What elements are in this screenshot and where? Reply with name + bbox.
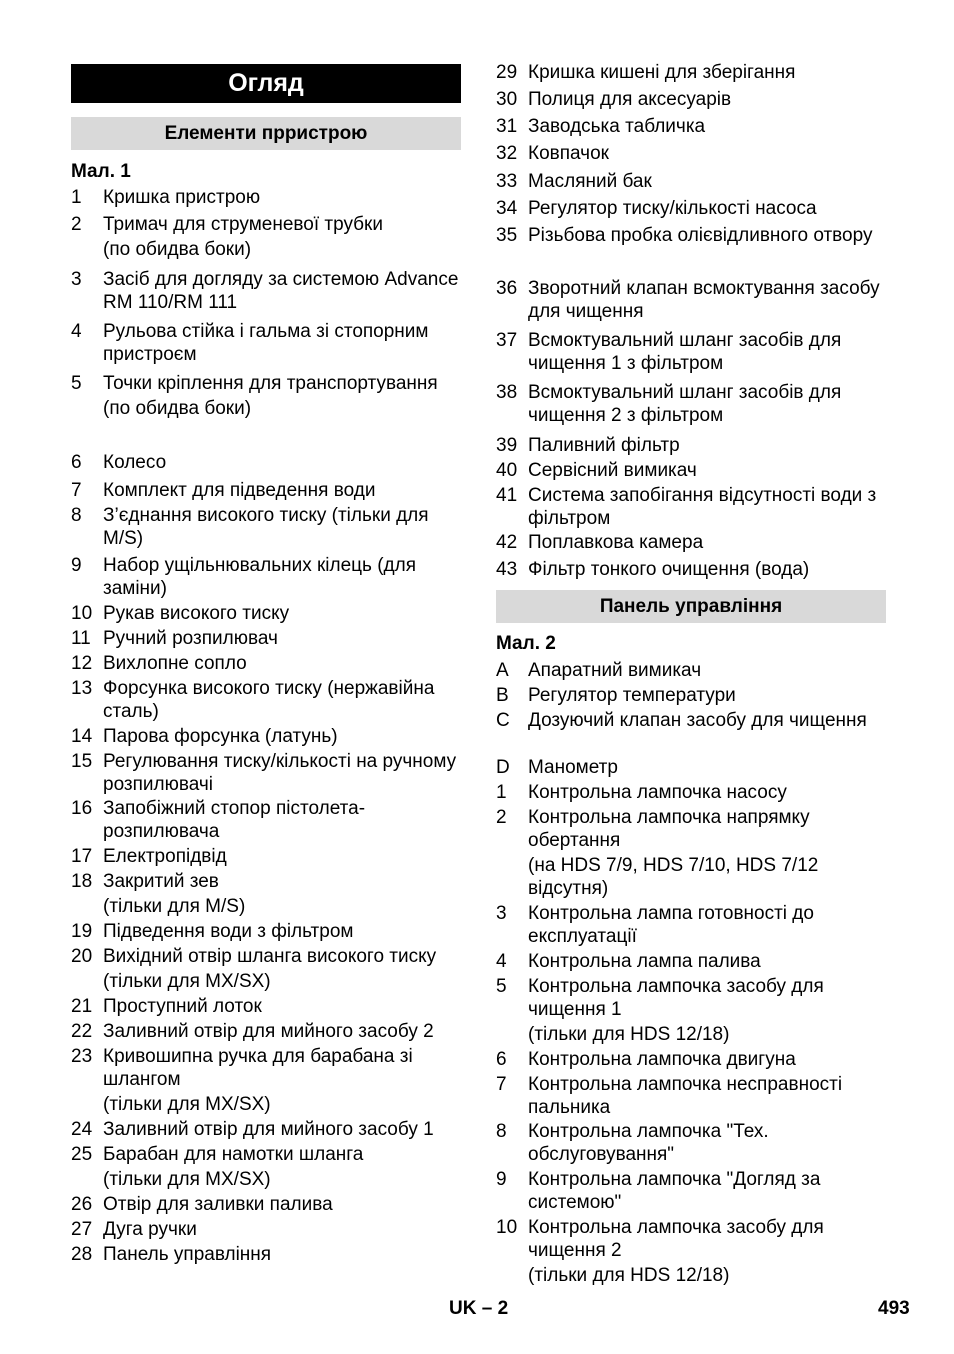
item-text	[103, 1118, 463, 1141]
item-text	[103, 627, 463, 650]
item-text	[103, 945, 463, 993]
item-label: Закритий зев	[103, 871, 219, 892]
item-note: (по обидва боки)	[103, 239, 252, 260]
item-label: Рукав високого тиску	[103, 603, 290, 624]
item-label: Отвір для заливки палива	[103, 1194, 333, 1215]
item-note: (тільки для HDS 12/18)	[528, 1265, 730, 1286]
item-label: Зворотний клапан всмоктування засобу для чищення	[528, 278, 880, 322]
section-heading-device-elements: Елементи прристрою	[71, 117, 461, 150]
item-text	[528, 531, 888, 554]
item-label: Підведення води з фільтром	[103, 921, 354, 942]
item-number: 6	[496, 1049, 507, 1070]
item-note: (тільки для M/S)	[103, 896, 246, 917]
item-text	[528, 1216, 888, 1287]
item-text	[528, 709, 888, 732]
item-label: Кривошипна ручка для барабана зі шлангом	[103, 1046, 413, 1090]
item-text	[103, 451, 463, 474]
item-label: Паливний фільтр	[528, 435, 680, 456]
item-label: Контрольна лампочка напрямку обертання	[528, 807, 810, 851]
section-heading-control-panel: Панель управління	[496, 590, 886, 623]
item-label: Апаратний вимикач	[528, 660, 702, 681]
item-label: Заливний отвір для мийного засобу 1	[103, 1119, 434, 1140]
item-label: Сервісний вимикач	[528, 460, 697, 481]
item-label: Полиця для аксесуарів	[528, 89, 732, 110]
item-label: Заводська табличка	[528, 116, 706, 137]
item-number: 23	[71, 1046, 93, 1067]
item-text	[528, 170, 888, 193]
item-number: 20	[71, 946, 93, 967]
item-label: Ручний розпилювач	[103, 628, 278, 649]
item-label: Барабан для намотки шланга	[103, 1144, 364, 1165]
item-text	[103, 268, 463, 314]
item-number: 7	[496, 1074, 507, 1095]
item-text	[103, 652, 463, 675]
item-text	[103, 213, 463, 261]
item-label: Електропідвід	[103, 846, 227, 867]
item-label: Панель управління	[103, 1244, 272, 1265]
footer-page-number: 493	[878, 1298, 910, 1319]
item-number: 29	[496, 62, 518, 83]
item-note: (по обидва боки)	[103, 398, 252, 419]
item-number: 35	[496, 225, 518, 246]
item-label: Фільтр тонкого очищення (вода)	[528, 559, 810, 580]
item-label: Парова форсунка (латунь)	[103, 726, 338, 747]
item-number: 2	[71, 214, 82, 235]
item-note: (тільки для MX/SX)	[103, 1169, 271, 1190]
item-text	[528, 61, 888, 84]
item-label: Масляний бак	[528, 171, 652, 192]
item-label: Контрольна лампочка засобу для чищення 2	[528, 1217, 824, 1261]
item-number: 16	[71, 798, 93, 819]
item-text	[528, 950, 888, 973]
page-title: Огляд	[71, 64, 461, 103]
item-text	[103, 186, 463, 209]
footer-language-page: UK – 2	[449, 1298, 509, 1319]
item-label: Контрольна лампочка несправності пальника	[528, 1074, 843, 1118]
item-text	[103, 797, 463, 843]
item-text	[528, 434, 888, 457]
item-number: 9	[496, 1169, 507, 1190]
item-label: Регулятор температури	[528, 685, 736, 706]
item-label: Різьбова пробка олієвідливного отвору	[528, 225, 873, 246]
item-number: 38	[496, 382, 518, 403]
item-number: B	[496, 685, 509, 706]
item-number: 6	[71, 452, 82, 473]
item-note: (тільки для MX/SX)	[103, 971, 271, 992]
item-number: 13	[71, 678, 93, 699]
item-label: Контрольна лампа палива	[528, 951, 761, 972]
item-text	[103, 554, 463, 600]
item-label: Комплект для підведення води	[103, 480, 376, 501]
item-number: 26	[71, 1194, 93, 1215]
item-text	[103, 845, 463, 868]
item-text	[528, 684, 888, 707]
item-text	[528, 558, 888, 581]
item-number: 1	[496, 782, 507, 803]
item-text	[103, 870, 463, 918]
item-number: 14	[71, 726, 93, 747]
item-note: (на HDS 7/9, HDS 7/10, HDS 7/12 відсутня)	[528, 855, 819, 899]
item-label: Проступний лоток	[103, 996, 262, 1017]
item-text	[528, 115, 888, 138]
item-label: Набор ущільнювальних кілець (для заміни)	[103, 555, 417, 599]
item-label: Запобіжний стопор пістолета-розпилювача	[103, 798, 366, 842]
item-number: 19	[71, 921, 93, 942]
item-number: 7	[71, 480, 82, 501]
item-label: Дозуючий клапан засобу для чищення	[528, 710, 867, 731]
item-number: 4	[71, 321, 82, 342]
item-number: 24	[71, 1119, 93, 1140]
item-number: 11	[71, 628, 91, 649]
item-text	[103, 479, 463, 502]
item-label: З’єднання високого тиску (тільки для M/S)	[103, 505, 429, 549]
item-label: Вихлопне сопло	[103, 653, 247, 674]
item-number: 27	[71, 1219, 93, 1240]
item-text	[103, 750, 463, 796]
item-text	[528, 781, 888, 804]
item-number: 36	[496, 278, 518, 299]
item-text	[528, 902, 888, 948]
item-label: Дуга ручки	[103, 1219, 197, 1240]
item-text	[103, 320, 463, 366]
item-text	[528, 142, 888, 165]
item-text	[103, 1020, 463, 1043]
item-text	[103, 920, 463, 943]
item-text	[103, 1218, 463, 1241]
item-number: 22	[71, 1021, 93, 1042]
item-number: 17	[71, 846, 93, 867]
item-text	[528, 659, 888, 682]
item-text	[528, 975, 888, 1046]
item-number: 25	[71, 1144, 93, 1165]
figure-label-1: Мал. 1	[71, 161, 131, 182]
item-text	[528, 277, 888, 323]
item-number: 8	[496, 1121, 507, 1142]
item-number: 21	[71, 996, 93, 1017]
item-text	[528, 1048, 888, 1071]
item-number: C	[496, 710, 510, 731]
item-label: Регулятор тиску/кількості насоса	[528, 198, 817, 219]
item-number: 3	[71, 269, 82, 290]
item-text	[528, 329, 888, 375]
item-number: 9	[71, 555, 82, 576]
item-text	[103, 1143, 463, 1191]
item-label: Вихідний отвір шланга високого тиску	[103, 946, 437, 967]
item-number: 10	[496, 1217, 518, 1238]
item-number: 12	[71, 653, 93, 674]
item-label: Форсунка високого тиску (нержавійна сталь)	[103, 678, 435, 722]
item-label: Колесо	[103, 452, 167, 473]
item-number: 18	[71, 871, 93, 892]
item-text	[528, 1168, 888, 1214]
item-number: 3	[496, 903, 507, 924]
item-number: 5	[71, 373, 82, 394]
item-text	[528, 459, 888, 482]
item-number: 1	[71, 187, 82, 208]
item-number: 15	[71, 751, 93, 772]
item-label: Засіб для догляду за системою Advance RM 110/RM 111	[103, 269, 459, 313]
item-number: 42	[496, 532, 518, 553]
item-text	[528, 1120, 888, 1166]
item-note: (тільки для MX/SX)	[103, 1094, 271, 1115]
item-text	[528, 1073, 888, 1119]
item-label: Всмоктувальний шланг засобів для чищення 1 з фільтром	[528, 330, 842, 374]
item-number: 30	[496, 89, 518, 110]
item-text	[103, 725, 463, 748]
item-text	[528, 224, 888, 247]
item-label: Всмоктувальний шланг засобів для чищення 2 з фільтром	[528, 382, 842, 426]
item-label: Точки кріплення для транспортування	[103, 373, 438, 394]
item-text	[528, 197, 888, 220]
item-number: 43	[496, 559, 518, 580]
item-number: 2	[496, 807, 507, 828]
item-label: Ковпачок	[528, 143, 609, 164]
item-number: 33	[496, 171, 518, 192]
item-label: Регулювання тиску/кількості на ручному розпилювачі	[103, 751, 457, 795]
item-label: Манометр	[528, 757, 618, 778]
item-number: 40	[496, 460, 518, 481]
item-number: 37	[496, 330, 518, 351]
item-label: Заливний отвір для мийного засобу 2	[103, 1021, 434, 1042]
item-number: 4	[496, 951, 507, 972]
figure-label-2: Мал. 2	[496, 633, 556, 654]
item-label: Контрольна лампочка "Тех. обслуговування"	[528, 1121, 769, 1165]
item-number: 41	[496, 485, 518, 506]
item-text	[528, 484, 888, 530]
item-label: Кришка пристрою	[103, 187, 261, 208]
item-text	[528, 806, 888, 900]
item-label: Кришка кишені для зберігання	[528, 62, 796, 83]
item-number: 39	[496, 435, 518, 456]
item-number: 10	[71, 603, 93, 624]
item-number: 5	[496, 976, 507, 997]
item-label: Контрольна лампочка "Догляд за системою"	[528, 1169, 821, 1213]
item-label: Контрольна лампа готовності до експлуатації	[528, 903, 814, 947]
item-text	[528, 88, 888, 111]
item-text	[528, 756, 888, 779]
item-text	[103, 504, 463, 550]
item-label: Контрольна лампочка засобу для чищення 1	[528, 976, 824, 1020]
item-label: Контрольна лампочка насосу	[528, 782, 787, 803]
item-number: 28	[71, 1244, 93, 1265]
item-text	[103, 1193, 463, 1216]
item-text	[528, 381, 888, 427]
item-text	[103, 677, 463, 723]
item-label: Поплавкова камера	[528, 532, 704, 553]
item-text	[103, 602, 463, 625]
item-text	[103, 1243, 463, 1266]
item-text	[103, 1045, 463, 1116]
item-label: Рульова стійка і гальма зі стопорним пристроєм	[103, 321, 429, 365]
item-number: D	[496, 757, 510, 778]
item-note: (тільки для HDS 12/18)	[528, 1024, 730, 1045]
item-number: A	[496, 660, 509, 681]
item-number: 34	[496, 198, 518, 219]
item-text	[103, 995, 463, 1018]
item-number: 31	[496, 116, 518, 137]
item-text	[103, 372, 463, 420]
item-number: 8	[71, 505, 82, 526]
item-label: Контрольна лампочка двигуна	[528, 1049, 796, 1070]
item-number: 32	[496, 143, 518, 164]
item-label: Тримач для струменевої трубки	[103, 214, 383, 235]
item-label: Система запобігання відсутності води з фільтром	[528, 485, 877, 529]
